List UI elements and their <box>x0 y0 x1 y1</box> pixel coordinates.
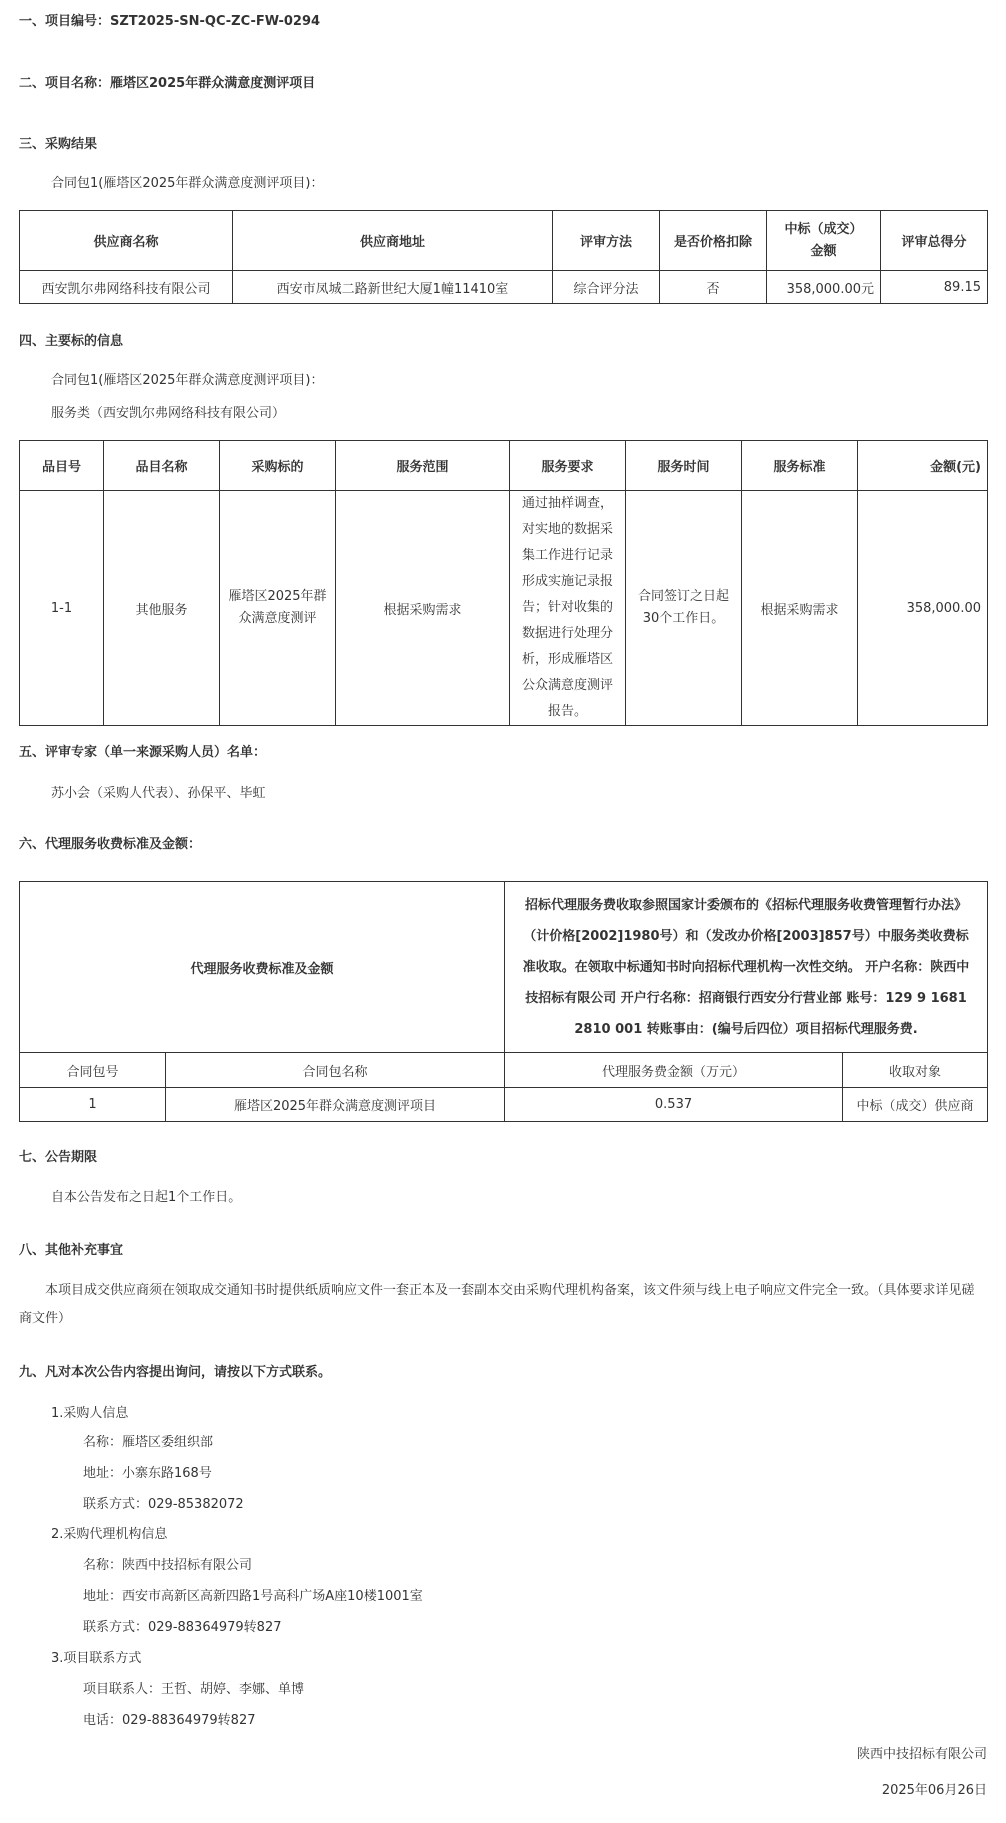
table-header-row <box>20 441 988 491</box>
subject-table <box>19 440 988 726</box>
agency-name: 名称：陕西中技招标有限公司 <box>83 1558 253 1573</box>
table-row <box>20 1088 988 1122</box>
item-time: 合同签订之日起30个工作日。 <box>626 491 742 726</box>
review-method: 综合评分法 <box>553 271 660 304</box>
col-award-amount-l1: 中标（成交） <box>784 221 863 237</box>
item-scope: 根据采购需求 <box>336 491 510 726</box>
col-package-name: 合同包名称 <box>166 1053 505 1088</box>
footer-org: 陕西中技招标有限公司 <box>856 1747 987 1762</box>
purchaser-phone: 联系方式：029-85382072 <box>83 1497 244 1512</box>
col-standard: 服务标准 <box>742 441 858 491</box>
col-review-method: 评审方法 <box>553 211 660 271</box>
col-supplier-address: 供应商地址 <box>233 211 553 271</box>
fee-standard-label: 代理服务收费标准及金额 <box>20 882 505 1053</box>
section-notice-period: 七、公告期限 <box>19 1150 98 1165</box>
purchaser-title: 1.采购人信息 <box>51 1406 129 1421</box>
section-project-number-label: 一、项目编号： <box>19 14 111 29</box>
col-item-name: 品目名称 <box>104 441 220 491</box>
section-supplement: 八、其他补充事宜 <box>19 1243 124 1258</box>
item-amount: 358,000.00 <box>858 491 988 726</box>
project-contact-title: 3.项目联系方式 <box>51 1651 142 1666</box>
section-subject-info: 四、主要标的信息 <box>19 334 124 349</box>
col-target: 采购标的 <box>220 441 336 491</box>
experts-list: 苏小会（采购人代表）、孙保平、毕虹 <box>51 786 266 801</box>
project-number: SZT2025-SN-QC-ZC-FW-0294 <box>110 14 321 29</box>
table-header-row <box>20 1053 988 1088</box>
charge-object: 中标（成交）供应商 <box>843 1088 988 1122</box>
col-scope: 服务范围 <box>336 441 510 491</box>
col-requirement: 服务要求 <box>510 441 626 491</box>
project-name: 雁塔区2025年群众满意度测评项目 <box>110 76 316 91</box>
agency-phone: 联系方式：029-88364979转827 <box>83 1620 282 1635</box>
section-experts: 五、评审专家（单一来源采购人员）名单： <box>19 745 267 760</box>
section-project-number <box>19 12 320 32</box>
fee-amount: 0.537 <box>505 1088 843 1122</box>
item-requirement: 通过抽样调查，对实地的数据采集工作进行记录形成实施记录报告；针对收集的数据进行处理分析，形成雁塔区公众满意度测评报告。 <box>510 491 626 726</box>
item-name: 其他服务 <box>104 491 220 726</box>
result-package-label: 合同包1(雁塔区2025年群众满意度测评项目)： <box>51 176 324 191</box>
supplier-name: 西安凯尔弗网络科技有限公司 <box>20 271 233 304</box>
col-price-deduction: 是否价格扣除 <box>660 211 767 271</box>
section-project-name <box>19 74 315 94</box>
col-charge-object: 收取对象 <box>843 1053 988 1088</box>
fee-standard-description: 招标代理服务费收取参照国家计委颁布的《招标代理服务收费管理暂行办法》（计价格[2002]1980号）和（发改办价格[2003]857号）中服务类收费标准收取。在领取中标通知书时向招标代理机构一次性交纳。 开户名称：陕西中技招标有限公司 开户行名称：招商银行西安分行营业部 账号：129 9 1681 2810 001 转账事由：(编号后四位）项目招标代理服务费. <box>505 882 988 1053</box>
fee-table <box>19 881 988 1122</box>
item-standard: 根据采购需求 <box>742 491 858 726</box>
award-amount: 358,000.00元 <box>767 271 881 304</box>
agency-address: 地址：西安市高新区高新四路1号高科广场A座10楼1001室 <box>83 1589 423 1604</box>
table-header-row <box>20 211 988 271</box>
section-procurement-result: 三、采购结果 <box>19 137 98 152</box>
notice-period: 自本公告发布之日起1个工作日。 <box>51 1190 242 1205</box>
fee-standard-row <box>20 882 988 1053</box>
col-time: 服务时间 <box>626 441 742 491</box>
price-deduction: 否 <box>660 271 767 304</box>
item-no: 1-1 <box>20 491 104 726</box>
project-contact-phone: 电话：029-88364979转827 <box>83 1713 256 1728</box>
subject-package-label: 合同包1(雁塔区2025年群众满意度测评项目)： <box>51 373 324 388</box>
table-row <box>20 491 988 726</box>
col-item-no: 品目号 <box>20 441 104 491</box>
col-amount: 金额(元) <box>858 441 988 491</box>
subject-category-label: 服务类（西安凯尔弗网络科技有限公司） <box>51 406 286 421</box>
col-award-amount <box>767 211 881 271</box>
table-row <box>20 271 988 304</box>
purchaser-address: 地址：小寨东路168号 <box>83 1466 212 1481</box>
agency-title: 2.采购代理机构信息 <box>51 1527 168 1542</box>
col-total-score: 评审总得分 <box>881 211 988 271</box>
purchaser-name: 名称：雁塔区委组织部 <box>83 1435 214 1450</box>
supplier-address: 西安市凤城二路新世纪大厦1幢11410室 <box>233 271 553 304</box>
package-name: 雁塔区2025年群众满意度测评项目 <box>166 1088 505 1122</box>
col-package-no: 合同包号 <box>20 1053 166 1088</box>
col-fee-amount: 代理服务费金额（万元） <box>505 1053 843 1088</box>
supplement-text: 本项目成交供应商须在领取成交通知书时提供纸质响应文件一套正本及一套副本交由采购代理机构备案，该文件须与线上电子响应文件完全一致。（具体要求详见磋商文件） <box>19 1283 975 1326</box>
result-table <box>19 210 988 304</box>
section-project-name-label: 二、项目名称： <box>19 76 111 91</box>
col-award-amount-l2: 金额 <box>810 243 837 259</box>
footer-date: 2025年06月26日 <box>881 1783 987 1798</box>
col-supplier-name: 供应商名称 <box>20 211 233 271</box>
project-contact-people: 项目联系人：王哲、胡婷、李娜、单博 <box>83 1682 305 1697</box>
package-no: 1 <box>20 1088 166 1122</box>
total-score: 89.15 <box>881 271 988 304</box>
item-target: 雁塔区2025年群众满意度测评 <box>220 491 336 726</box>
section-contact: 九、凡对本次公告内容提出询问，请按以下方式联系。 <box>19 1365 332 1380</box>
section-agency-fee: 六、代理服务收费标准及金额： <box>19 837 202 852</box>
